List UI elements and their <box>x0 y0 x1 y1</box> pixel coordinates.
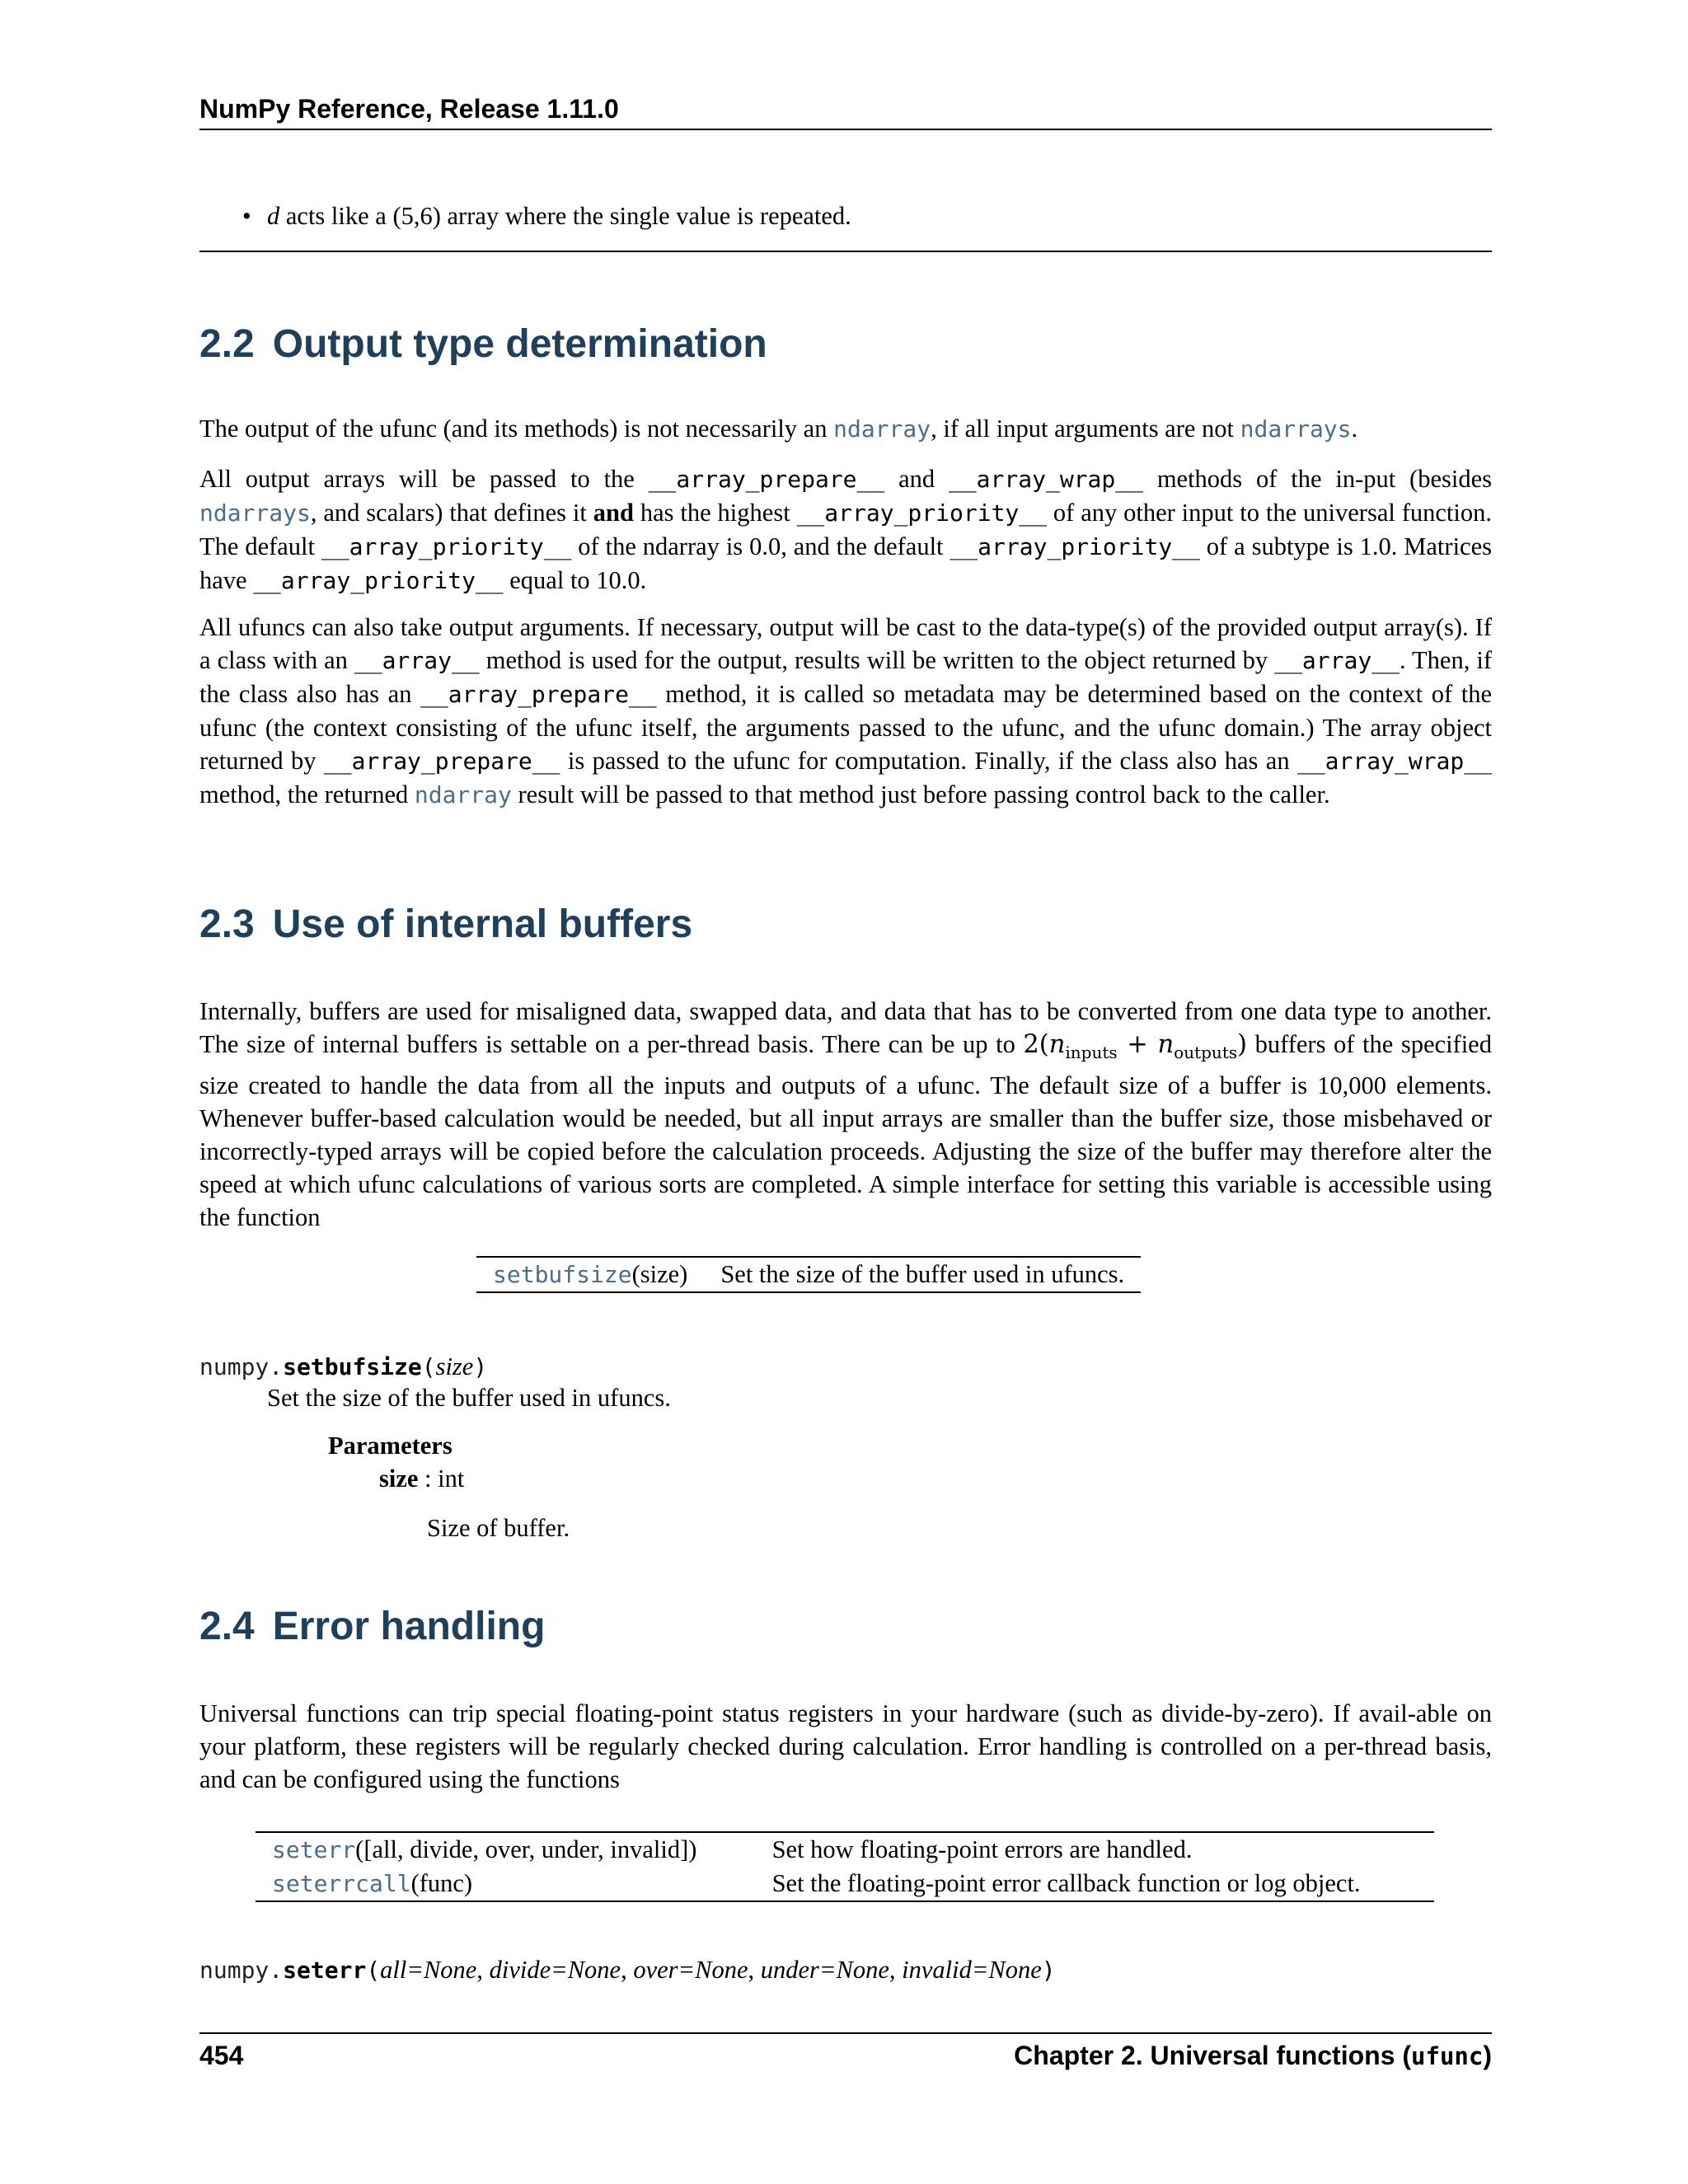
link-ndarrays[interactable]: ndarrays <box>1240 415 1352 443</box>
section-heading-2-2: 2.2 Output type determination <box>199 322 767 366</box>
parameters-heading: Parameters <box>328 1432 452 1460</box>
link-seterrcall[interactable]: seterrcall <box>272 1870 411 1897</box>
section-heading-2-3: 2.3 Use of internal buffers <box>199 902 693 946</box>
paragraph-output-type-2: All output arrays will be passed to the __array_prepare__ and __array_wrap__ methods of the in-put (besides ndarrays, and scalars) that defines it and has the highest __array_priority__ of any other input to the universal function. The default __array_priority__ of the ndarray is 0.0, and the default __array_priority__ of a subtype is 1.0. Matrices have __array_priority__ equal to 10.0. <box>199 465 1492 594</box>
summary-table-errors <box>256 1831 1434 1902</box>
running-footer <box>199 2032 1492 2070</box>
bullet-item: d acts like a (5,6) array where the single value is repeated. <box>267 202 851 230</box>
link-ndarray[interactable]: ndarray <box>833 415 931 443</box>
link-ndarray[interactable]: ndarray <box>414 781 512 808</box>
table-cell-function: setbufsize(size) <box>493 1260 688 1288</box>
link-setbufsize[interactable]: setbufsize <box>493 1261 632 1288</box>
header-title: NumPy Reference, Release 1.11.0 <box>199 94 619 124</box>
bullet-list <box>199 199 1492 252</box>
table-row <box>476 1257 1141 1292</box>
parameter-description: Size of buffer. <box>427 1514 570 1542</box>
chapter-title: Chapter 2. Universal functions (ufunc) <box>1014 2041 1492 2070</box>
parameter-entry: size : int <box>379 1465 465 1493</box>
table-cell-description: Set the floating-point error callback function or log object. <box>771 1869 1361 1897</box>
paragraph-output-type-1: The output of the ufunc (and its methods) is not necessarily an ndarray, if all input arguments are not ndarrays. <box>199 415 1358 443</box>
function-signature-seterr: numpy.seterr(all=None, divide=None, over=None, under=None, invalid=None) <box>199 1956 1056 1984</box>
function-summary: Set the size of the buffer used in ufuncs. <box>267 1384 671 1412</box>
paragraph-output-type-3: All ufuncs can also take output arguments. If necessary, output will be cast to the data-type(s) of the provided output array(s). If a class with an __array__ method is used for the output, results will be written to the object returned by __array__. Then, if the class also has an __array_prepare__ method, it is called so metadata may be determined based on the context of the ufunc (the context consisting of the ufunc itself, the arguments passed to the ufunc, and the ufunc domain.) The array object returned by __array_prepare__ is passed to the ufunc for computation. Finally, if the class also has an __array_wrap__ method, the returned ndarray result will be passed to that method just before passing control back to the caller. <box>199 613 1492 808</box>
paragraph-error-handling: Universal functions can trip special floating-point status registers in your hardware (such as divide-by-zero). If avail-able on your platform, these registers will be regularly checked during calculation. Error handling is controlled on a per-thread basis, and can be configured using the functions <box>199 1699 1492 1793</box>
table-cell-description: Set how floating-point errors are handled. <box>771 1835 1193 1863</box>
table-cell-function: seterr([all, divide, over, under, invalid]) <box>272 1835 697 1863</box>
bullet-marker: • <box>242 202 251 230</box>
function-signature-setbufsize: numpy.setbufsize(size) <box>199 1352 488 1380</box>
math-buffer-count: $2(n_{inputs} + n_{outputs})$ <box>1023 1030 1248 1063</box>
table-cell-function: seterrcall(func) <box>272 1869 473 1897</box>
link-seterr[interactable]: seterr <box>272 1836 356 1863</box>
summary-table-buffers <box>476 1256 1141 1293</box>
link-ndarrays[interactable]: ndarrays <box>199 499 311 527</box>
running-header <box>199 92 1492 130</box>
table-row <box>256 1867 1434 1901</box>
section-heading-2-4: 2.4 Error handling <box>199 1605 546 1648</box>
table-cell-description: Set the size of the buffer used in ufuncs. <box>720 1260 1125 1288</box>
table-row <box>256 1832 1434 1867</box>
paragraph-internal-buffers: Internally, buffers are used for misaligned data, swapped data, and data that has to be converted from one data type to another. The size of internal buffers is settable on a per-thread basis. There can be up to $2(n_{inputs} + n_{outputs})$ buffers of the specified size created to handle the data from all the inputs and outputs of a ufunc. The default size of a buffer is 10,000 elements. Whenever buffer-based calculation would be needed, but all input arrays are smaller than the buffer size, those misbehaved or incorrectly-typed arrays will be copied before the calculation proceeds. Adjusting the size of the buffer may therefore alter the speed at which ufunc calculations of various sorts are completed. A simple interface for setting this variable is accessible using the function <box>199 997 1492 1232</box>
page-number: 454 <box>199 2041 244 2070</box>
